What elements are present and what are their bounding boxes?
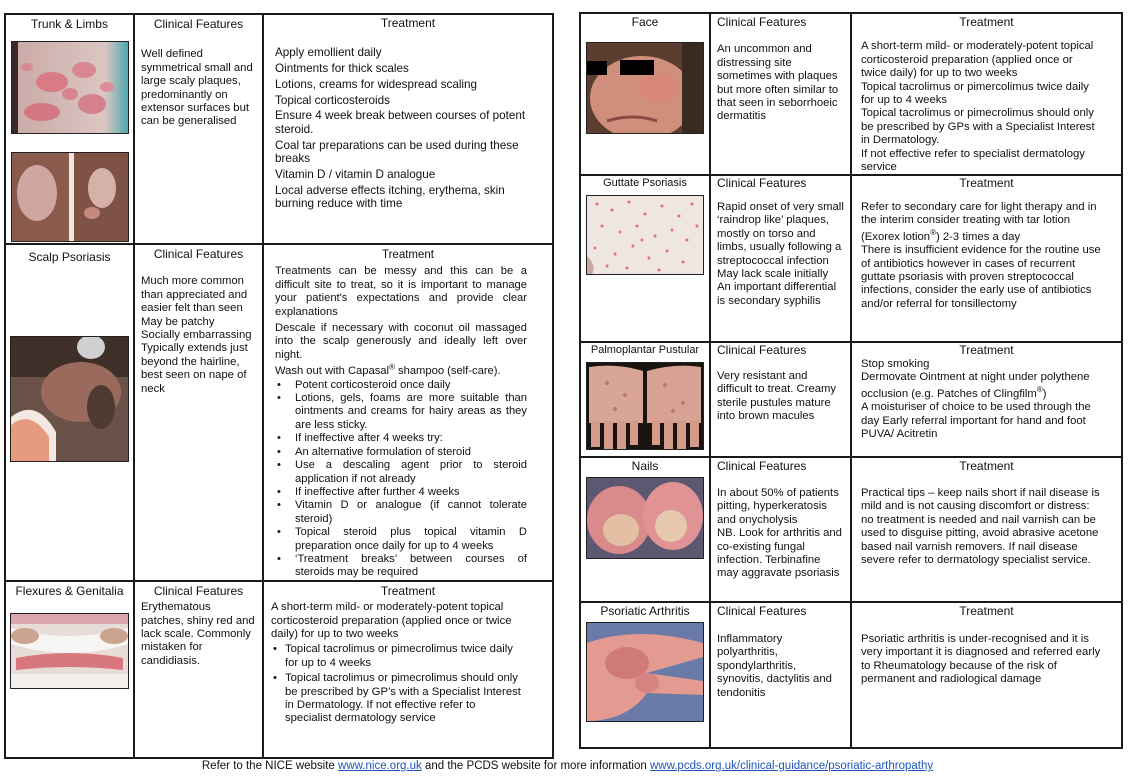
table-row-palmoplantar <box>580 342 1122 457</box>
site-cell <box>580 342 710 457</box>
features-cell <box>710 342 851 457</box>
left-table <box>4 13 554 759</box>
feature-text: In about 50% of patients pitting, hyperkeratosis and onycholysis <box>717 486 839 526</box>
site-title: Trunk & Limbs <box>31 17 108 31</box>
treatment-line: Local adverse effects itching, erythema, skin burning reduce with time <box>275 183 505 211</box>
treatment-line: Lotions, creams for widespread scaling <box>275 77 478 91</box>
psoriatic-arthritis-photo <box>586 622 704 722</box>
wash-text: shampoo (self-care). <box>394 365 501 378</box>
wash-text: Wash out with Capasal <box>275 365 389 378</box>
table-row-flexures <box>5 581 553 758</box>
treatment-header: Treatment <box>959 176 1014 191</box>
footer <box>0 760 1135 772</box>
features-cell <box>710 602 851 748</box>
treatment-cell <box>851 602 1122 748</box>
feature-text: May be patchy <box>141 315 215 328</box>
treatment-text: occlusion (e.g. Patches of Clingfilm <box>861 387 1037 400</box>
flexural-psoriasis-photo <box>10 613 129 689</box>
treatment-bullets <box>275 379 527 580</box>
bullet-item: • ‘Treatment breaks’ between courses of steroids may be required <box>275 553 527 580</box>
features-header: Clinical Features <box>153 583 244 598</box>
features-cell <box>134 244 263 581</box>
treatment-line: There is insufficient evidence for the routine use of antibiotics however in cases of recurrent guttate psoriasis with proven streptococcal infections, consider the early use of antibiotics and/or referral for tonsillectomy <box>861 244 1101 310</box>
features-header: Clinical Features <box>717 343 807 358</box>
site-cell <box>580 602 710 748</box>
bullet-item: • Vitamin D or analogue (if cannot tolerate steroid) <box>275 499 527 526</box>
site-title: Nails <box>631 459 659 474</box>
palmoplantar-pustular-photo <box>586 362 704 450</box>
bullet-item: • Potent corticosteroid once daily <box>275 379 527 392</box>
treatment-line <box>861 384 1105 401</box>
treatment-line: Topical tacrolimus or pimecrolimus should only be prescribed by GPs with a Specialist Interest in Dermatology. <box>861 107 1095 147</box>
table-row-guttate <box>580 175 1122 342</box>
site-cell <box>5 244 134 581</box>
features-header: Clinical Features <box>717 15 807 29</box>
treatment-text: ) 2-3 times a day <box>935 230 1021 243</box>
guttate-psoriasis-photo <box>586 195 704 275</box>
treatment-header: Treatment <box>959 604 1014 619</box>
registered-mark: ® <box>1036 384 1043 394</box>
site-cell <box>5 581 134 758</box>
treatment-line: Apply emollient daily <box>275 46 382 60</box>
features-cell <box>710 13 851 175</box>
treatment-text: (Exorex lotion <box>861 230 931 243</box>
treatment-line: Topical corticosteroids <box>275 93 390 107</box>
feature-text: Much more common than appreciated and easier felt than seen <box>141 275 248 315</box>
feature-text: Well defined symmetrical small and large scaly plaques, predominantly on extensor surfaces but can be generalised <box>141 48 253 128</box>
table-row-psoriatic-arthritis <box>580 602 1122 748</box>
table-row-scalp <box>5 244 553 581</box>
site-title: Psoriatic Arthritis <box>600 604 690 619</box>
treatment-header: Treatment <box>380 583 436 598</box>
bullet-item: • An alternative formulation of steroid <box>275 446 527 459</box>
treatment-intro: A short-term mild- or moderately-potent topical corticosteroid preparation (applied once or twice daily) for up to two weeks <box>271 601 512 640</box>
treatment-intro: Treatments can be messy and this can be a difficult site to treat, so it is important to manage your patient's expectations and provide clear explanations <box>275 265 527 318</box>
treatment-wash <box>275 362 527 378</box>
feature-text: Very resistant and difficult to treat. Creamy sterile pustules mature into brown macules <box>717 369 837 423</box>
feature-text: Erythematous patches, shiny red and lack scale. Commonly mistaken for candidiasis. <box>141 601 255 667</box>
site-title: Flexures & Genitalia <box>15 583 124 598</box>
treatment-cell <box>263 244 553 581</box>
site-title: Face <box>631 15 659 29</box>
features-cell <box>710 175 851 342</box>
psoriasis-knees-photo <box>11 152 129 242</box>
treatment-cell <box>263 14 553 244</box>
treatment-header: Treatment <box>380 16 436 30</box>
site-title: Scalp Psoriasis <box>28 250 111 264</box>
features-header: Clinical Features <box>153 17 244 31</box>
features-cell <box>134 581 263 758</box>
bullet-item: • If ineffective after further 4 weeks <box>275 486 527 499</box>
treatment-line: Ensure 4 week break between courses of potent steroid. <box>275 109 526 136</box>
bullet-item: • Topical steroid plus topical vitamin D preparation once daily for up to 4 weeks <box>275 526 527 553</box>
treatment-header: Treatment <box>959 459 1014 474</box>
face-psoriasis-photo <box>586 42 704 134</box>
features-header: Clinical Features <box>717 459 807 474</box>
pcds-website-link[interactable]: www.pcds.org.uk/clinical-guidance/psoriatic-arthropathy <box>649 760 934 772</box>
bullet-item: • Lotions, gels, foams are more suitable than ointments and creams for hairy areas as they are less sticky. <box>275 392 527 432</box>
feature-text: Rapid onset of very small ‘raindrop like’ plaques, mostly on torso and limbs, usually following a streptococcal infection <box>717 200 844 267</box>
bullet-item: • If ineffective after 4 weeks try: <box>275 432 527 445</box>
feature-text: An uncommon and distressing site sometimes with plaques but more often similar to that seen in seborrhoeic dermatitis <box>717 43 839 123</box>
treatment-cell <box>851 342 1122 457</box>
scalp-psoriasis-photo <box>10 336 129 462</box>
nice-website-link[interactable]: www.nice.org.uk <box>338 760 422 772</box>
features-cell <box>134 14 263 244</box>
bullet-item: • Topical tacrolimus or pimecrolimus twice daily for up to 4 weeks <box>271 643 522 670</box>
treatment-intro: Descale if necessary with coconut oil massaged into the scalp generously and ideally left over night. <box>275 322 527 361</box>
site-cell <box>580 175 710 342</box>
nail-psoriasis-photo <box>586 477 704 559</box>
psoriasis-trunk-photo <box>11 41 129 134</box>
treatment-line: Coal tar preparations can be used during these breaks <box>275 138 519 166</box>
treatment-header: Treatment <box>959 343 1014 358</box>
treatment-header: Treatment <box>382 249 434 261</box>
treatment-line: Topical tacrolimus or pimercolimus twice daily for up to 4 weeks <box>861 80 1089 107</box>
feature-text: Socially embarrassing <box>141 329 252 342</box>
right-table <box>579 12 1123 749</box>
table-row-face <box>580 13 1122 175</box>
table-row-nails <box>580 457 1122 602</box>
treatment-line: Ointments for thick scales <box>275 62 409 76</box>
treatment-line: Dermovate Ointment at night under polythene <box>861 371 1090 384</box>
treatment-line: Psoriatic arthritis is under-recognised and it is very important it is diagnosed and referred early to Rheumatology because of the risk of permanent and radiological damage <box>861 632 1101 686</box>
feature-text: Inflammatory polyarthritis, spondylarthritis, synovitis, dactylitis and tendonitis <box>717 632 832 699</box>
features-header: Clinical Features <box>717 176 807 191</box>
footer-text: Refer to the NICE website <box>201 760 339 772</box>
feature-text: An important differential is secondary syphilis <box>717 281 837 307</box>
features-cell <box>710 457 851 602</box>
treatment-line: Refer to secondary care for light therapy and in the interim consider treating with tar lotion <box>861 200 1097 227</box>
treatment-bullets <box>271 643 522 725</box>
treatment-cell <box>851 175 1122 342</box>
treatment-line: A moisturiser of choice to be used through the day Early referral important for hand and foot PUVA/ Acitretin <box>861 401 1091 440</box>
treatment-line: Vitamin D / vitamin D analogue <box>275 168 436 182</box>
features-header: Clinical Features <box>153 247 244 261</box>
site-title: Guttate Psoriasis <box>603 177 687 190</box>
site-title: Palmoplantar Pustular <box>590 344 700 357</box>
treatment-line: If not effective refer to specialist dermatology service <box>861 147 1085 174</box>
treatment-cell <box>851 13 1122 175</box>
registered-mark: ® <box>389 362 395 372</box>
treatment-header: Treatment <box>959 15 1014 29</box>
treatment-line <box>861 227 1105 244</box>
site-cell <box>5 14 134 244</box>
table-row-trunk-limbs <box>5 14 553 244</box>
feature-text: NB. Look for arthritis and co-existing fungal infection. Terbinafine may aggravate psoriasis <box>717 527 842 580</box>
bullet-item: • Topical tacrolimus or pimecrolimus should only be prescribed by GP’s with a Specialist Interest in Dermatology. If not effective refer to specialist dermatology service <box>271 672 522 726</box>
treatment-cell <box>263 581 553 758</box>
treatment-cell <box>851 457 1122 602</box>
feature-text: May lack scale initially <box>717 267 829 280</box>
site-cell <box>580 13 710 175</box>
treatment-text: ) <box>1042 387 1047 400</box>
footer-text: and the PCDS website for more information <box>421 760 650 772</box>
bullet-item: • Use a descaling agent prior to steroid application if not already <box>275 459 527 486</box>
features-header: Clinical Features <box>717 604 807 619</box>
registered-mark: ® <box>930 227 936 237</box>
treatment-line: Stop smoking <box>861 357 930 370</box>
feature-text: Typically extends just beyond the hairline, best seen on nape of neck <box>141 342 248 395</box>
treatment-line: A short-term mild- or moderately-potent topical corticosteroid preparation (applied once or twice daily) for up to two weeks <box>861 40 1094 80</box>
treatment-line: Practical tips – keep nails short if nail disease is mild and is not causing discomfort or distress: no treatment is needed and nail varnish can be used to disguise pitting, avoid abrasive acetone based nail varnish removers. If nail disease severe refer to dermatology specialist service. <box>861 486 1100 566</box>
site-cell <box>580 457 710 602</box>
